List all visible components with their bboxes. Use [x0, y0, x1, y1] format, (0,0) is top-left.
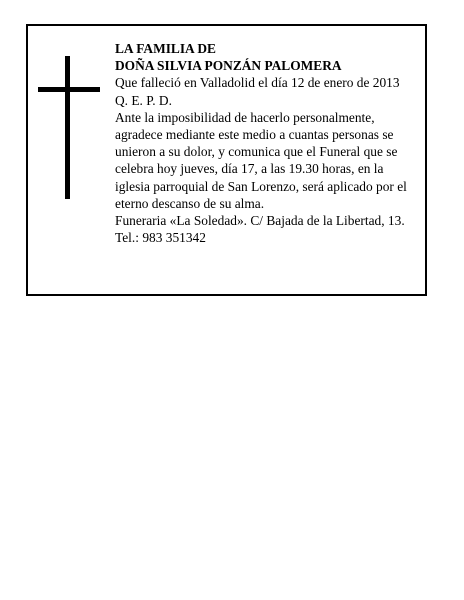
obituary-notice [26, 24, 427, 296]
funeral-home-phone: Tel.: 983 351342 [115, 230, 206, 246]
heading-family: LA FAMILIA DE [115, 41, 216, 56]
heading-deceased-name: DOÑA SILVIA PONZÁN PALOMERA [115, 58, 342, 74]
death-statement: Que falleció en Valladolid el día 12 de enero de 2013 [115, 75, 400, 91]
notice-text [115, 40, 421, 246]
cross-vertical-bar [65, 56, 70, 199]
funeral-home-address: Funeraria «La Soledad». C/ Bajada de la Libertad, 13. [115, 213, 405, 229]
notice-body: Ante la imposibilidad de hacerlo personalmente, agradece mediante este medio a cuantas personas se unieron a su dolor, y comunica que el Funeral que se celebra hoy jueves, día 17, a las 19.30 horas, en la iglesia parroquial de San Lorenzo, será aplicado por el eterno descanso de su alma. [115, 109, 407, 211]
qepd-line: Q. E. P. D. [115, 92, 172, 108]
cross-horizontal-bar [38, 87, 100, 92]
cross-icon [38, 56, 100, 199]
